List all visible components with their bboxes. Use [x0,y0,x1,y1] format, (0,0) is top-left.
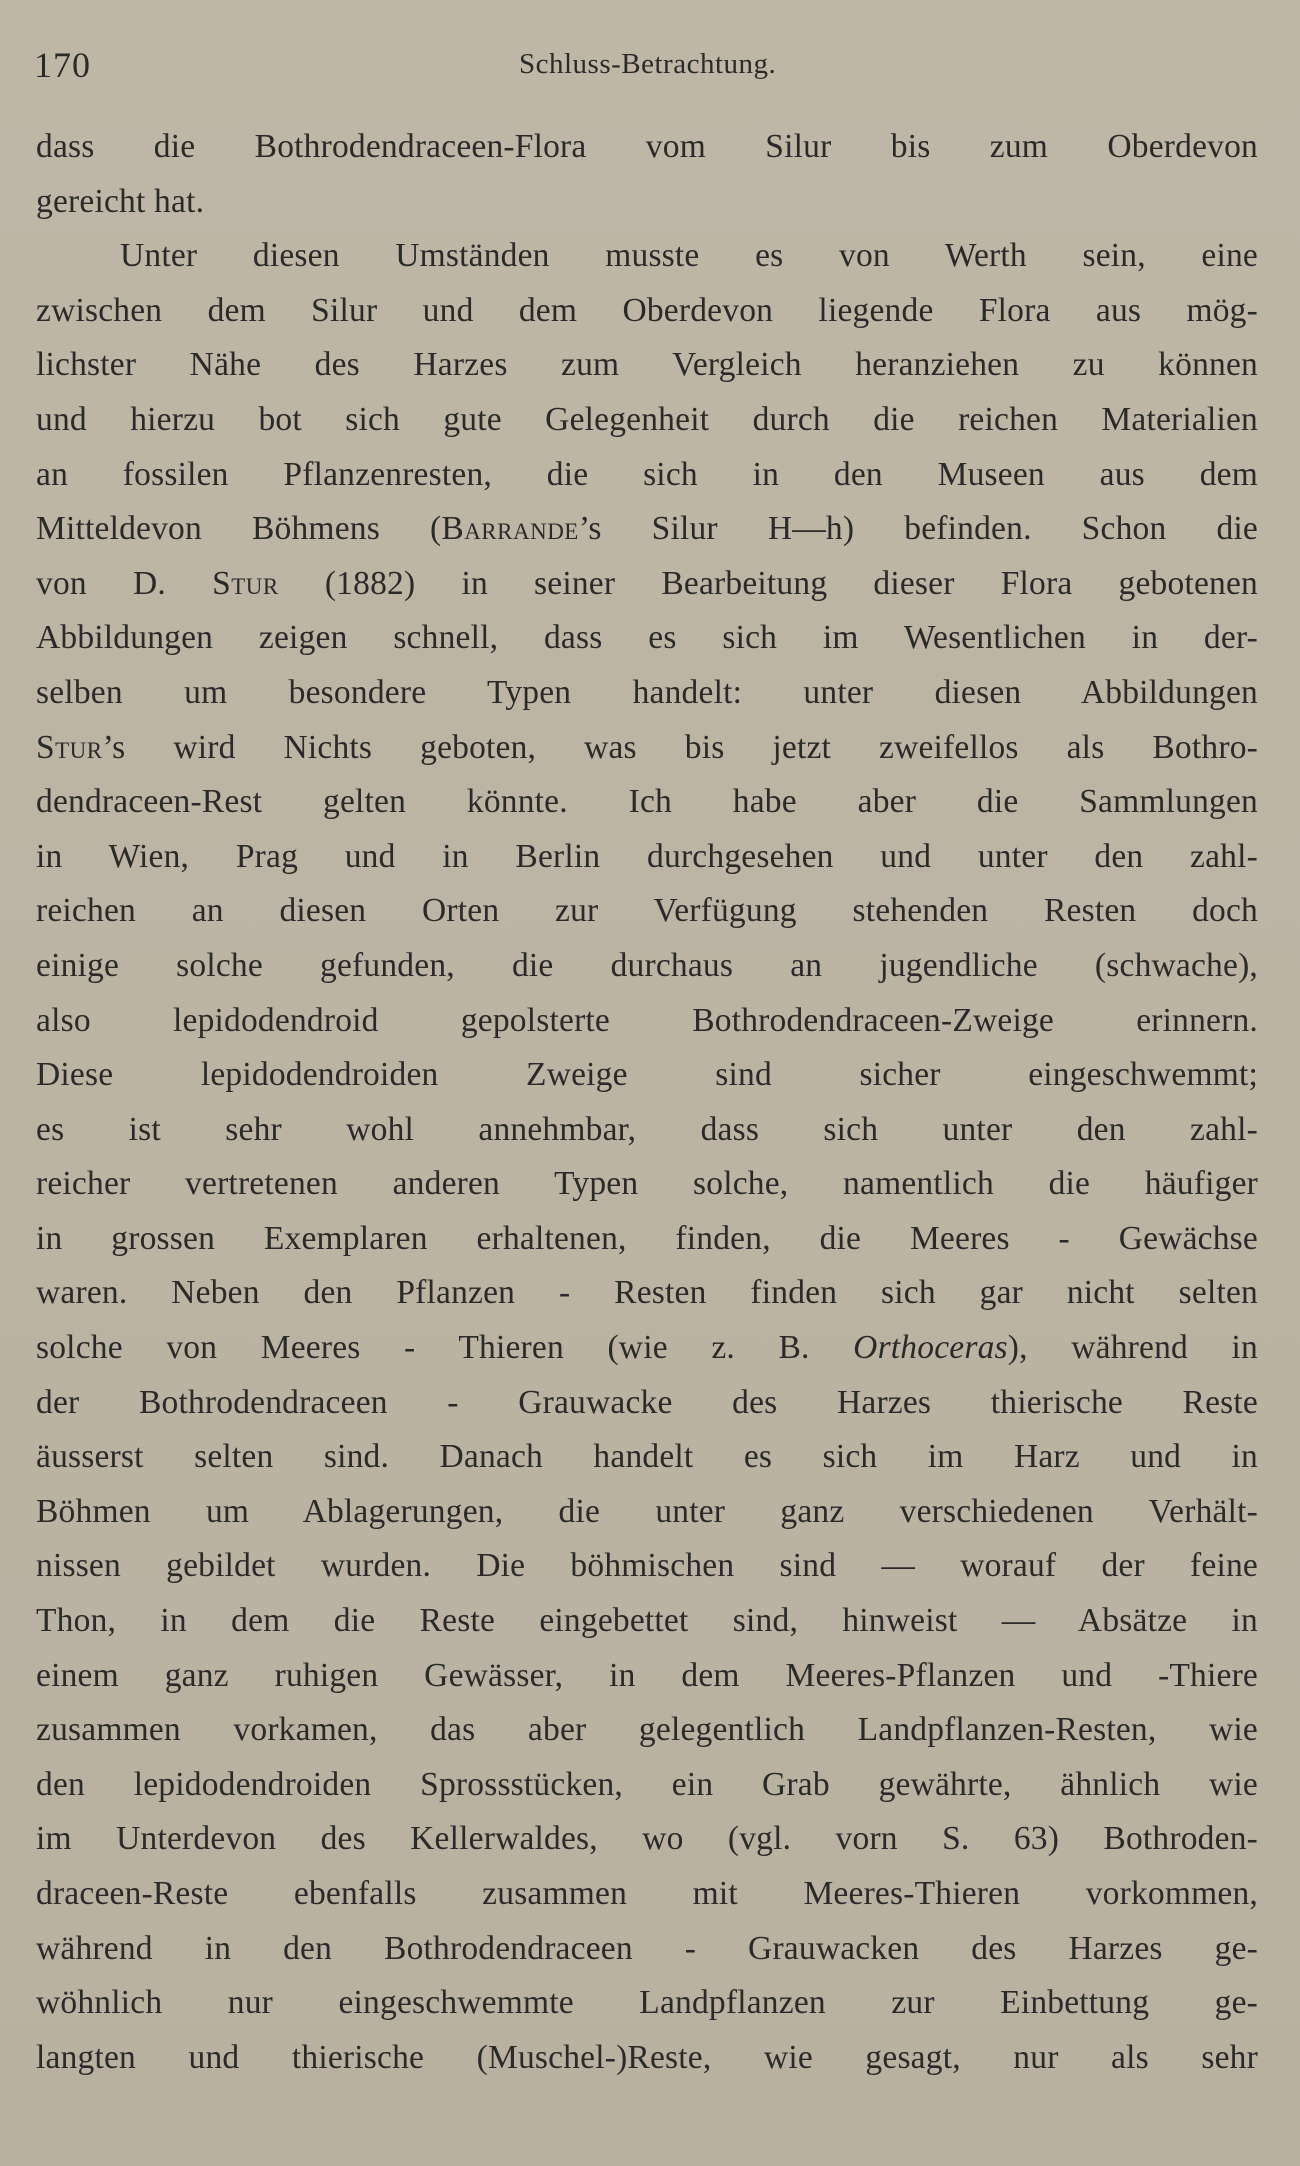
text-line: reichen an diesen Orten zur Verfügung stehenden Resten doch [36,892,1258,930]
running-title: Schluss-Betrachtung. [519,48,777,80]
text-line [36,557,1258,612]
text-line: einige solche gefunden, die durchaus an jugendliche (schwache), [36,946,1258,984]
text-line: zwischen dem Silur und dem Oberdevon liegende Flora aus mög- [36,291,1258,329]
text-line: und hierzu bot sich gute Gelegenheit durch die reichen Materialien [36,400,1258,438]
text-line: während in den Bothrodendraceen - Grauwacken des Harzes ge- [36,1929,1258,1967]
text-line: langten und thierische (Muschel-)Reste, wie gesagt, nur als sehr [36,2038,1258,2076]
text-segment: solche von Meeres - Thieren (wie z. B. [36,1329,854,1367]
text-segment: (1882) in seiner Bearbeitung dieser Flora gebotenen [278,564,1258,602]
text-line: den lepidodendroiden Sprossstücken, ein Grab gewährte, ähnlich wie [36,1765,1258,1803]
text-line: dass die Bothrodendraceen-Flora vom Silur bis zum Oberdevon [36,128,1258,165]
text-line: Abbildungen zeigen schnell, dass es sich im Wesentlichen in der- [36,619,1258,657]
genus-name-orthoceras: Orthoceras [853,1329,1008,1367]
text-line: zusammen vorkamen, das aber gelegentlich Landpflanzen-Resten, wie [36,1711,1258,1749]
page-number: 170 [34,45,91,85]
text-segment: ’s Silur H—h) befinden. Schon die [578,510,1258,548]
text-line: also lepidodendroid gepolsterte Bothrodendraceen-Zweige erinnern. [36,1001,1258,1039]
author-name-stur: Stur [36,728,103,766]
text-line: Böhmen um Ablagerungen, die unter ganz verschiedenen Verhält- [36,1492,1258,1530]
author-name-barrande: Barrande [441,510,579,548]
text-line: wöhnlich nur eingeschwemmte Landpflanzen zur Einbettung ge- [36,1984,1258,2022]
text-line: Diese lepidodendroiden Zweige sind sicher eingeschwemmt; [36,1056,1258,1094]
text-line: äusserst selten sind. Danach handelt es sich im Harz und in [36,1438,1258,1476]
text-line: dendraceen-Rest gelten könnte. Ich habe aber die Sammlungen [36,783,1258,821]
text-line [36,1321,1258,1376]
text-line: es ist sehr wohl annehmbar, dass sich unter den zahl- [36,1110,1258,1148]
text-line: in Wien, Prag und in Berlin durchgesehen und unter den zahl- [36,837,1258,875]
text-segment: von D. [36,564,213,602]
text-line: Thon, in dem die Reste eingebettet sind, hinweist — Absätze in [36,1602,1258,1640]
text-line [36,502,1258,557]
text-line: lichster Nähe des Harzes zum Vergleich heranziehen zu können [36,346,1258,384]
text-line: an fossilen Pflanzenresten, die sich in den Museen aus dem [36,455,1258,493]
text-line: Unter diesen Umständen musste es von Werth sein, eine [120,237,1258,275]
text-segment: Mitteldevon Böhmens ( [36,510,442,548]
author-name-stur: Stur [212,564,279,602]
text-line: der Bothrodendraceen - Grauwacke des Harzes thierische Reste [36,1383,1258,1421]
text-segment: ), während in [1007,1329,1258,1367]
page-header [34,44,1274,94]
text-line [36,721,1258,776]
text-line: nissen gebildet wurden. Die böhmischen sind — worauf der feine [36,1547,1258,1585]
text-line: im Unterdevon des Kellerwaldes, wo (vgl. vorn S. 63) Bothroden- [36,1820,1258,1858]
text-line: einem ganz ruhigen Gewässer, in dem Meeres-Pflanzen und -Thiere [36,1656,1258,1694]
text-line: waren. Neben den Pflanzen - Resten finden sich gar nicht selten [36,1274,1258,1312]
text-line: gereicht hat. [36,182,205,220]
text-line: in grossen Exemplaren erhaltenen, finden, die Meeres - Gewächse [36,1219,1258,1257]
text-segment: ’s wird Nichts geboten, was bis jetzt zweifellos als Bothro- [102,728,1258,766]
text-line: draceen-Reste ebenfalls zusammen mit Meeres-Thieren vorkommen, [36,1875,1258,1912]
body-text [36,120,1258,2085]
text-line: selben um besondere Typen handelt: unter diesen Abbildungen [36,673,1258,711]
text-line: reicher vertretenen anderen Typen solche, namentlich die häufiger [36,1165,1258,1203]
